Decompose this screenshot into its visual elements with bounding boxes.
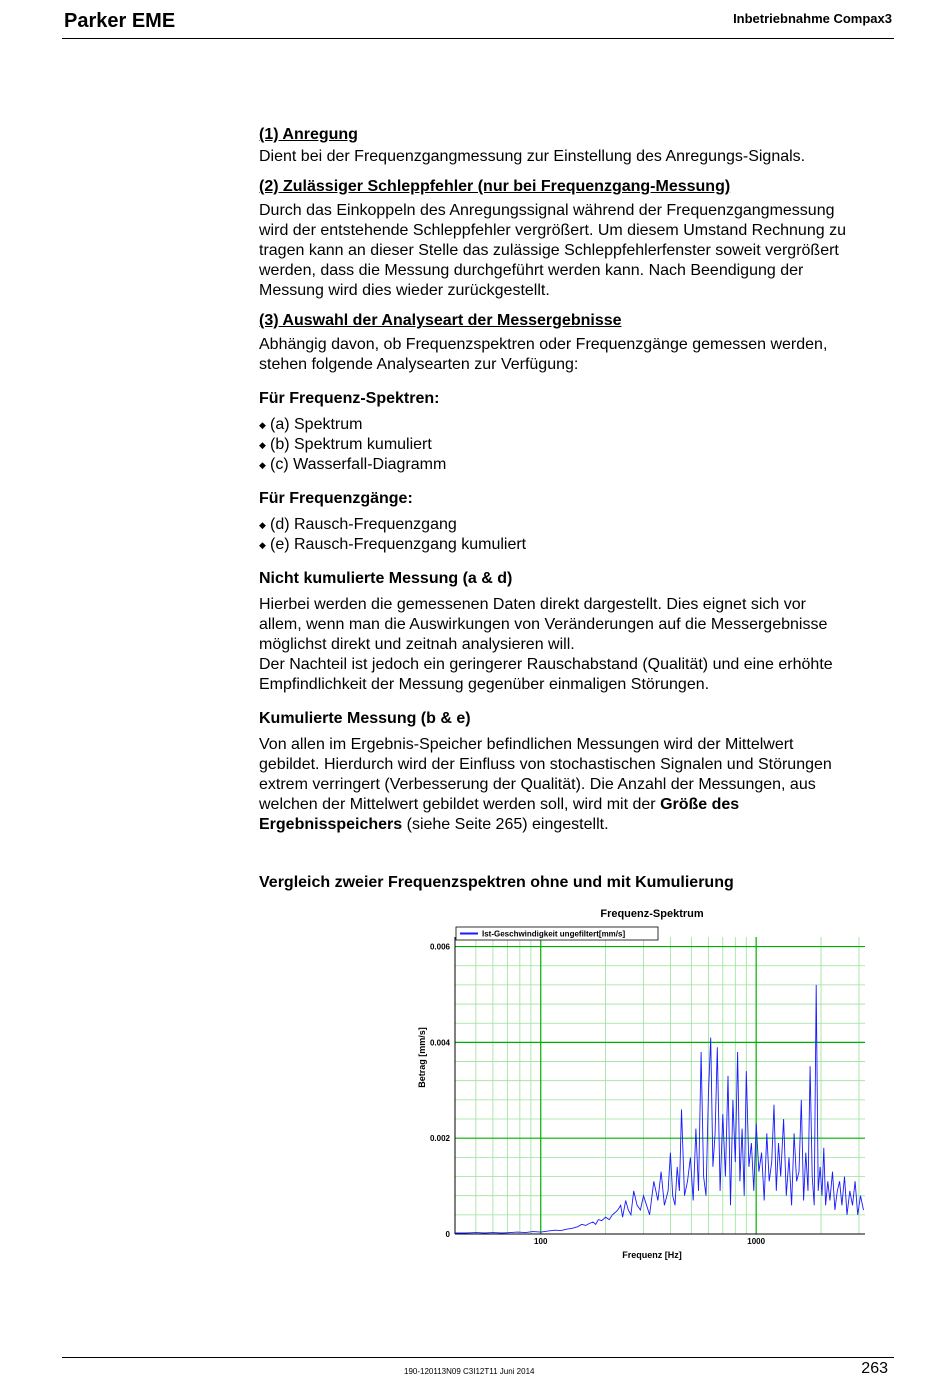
y-tick-label: 0.006 (429, 942, 450, 952)
noncumulative-line: Hierbei werden die gemessenen Daten direkt dargestellt. Dies eignet sich vor (259, 596, 806, 613)
frequency-spectrum-chart (408, 900, 886, 1272)
x-tick-label: 1000 (747, 1237, 766, 1246)
footer-doc-id: 190-120113N09 C3I12T11 Juni 2014 (404, 1367, 535, 1376)
y-tick-label: 0.002 (429, 1134, 450, 1144)
y-tick-label: 0 (445, 1230, 450, 1239)
header-divider (62, 38, 894, 39)
noncumulative-heading: Nicht kumulierte Messung (a & d) (259, 570, 513, 587)
x-axis-label: Frequenz [Hz] (622, 1250, 682, 1260)
list-item: ◆ (c) Wasserfall-Diagramm (259, 456, 447, 473)
section-2-heading: (2) Zulässiger Schleppfehler (nur bei Frequenzgang-Messung) (259, 178, 731, 195)
section-2-line: wird der entstehende Schleppfehler vergrößert. Um diesem Umstand Rechnung zu (259, 222, 846, 239)
diamond-bullet-icon: ◆ (259, 540, 266, 550)
cumulative-line: welchen der Mittelwert gebildet werden soll, wird mit der Größe des (259, 796, 740, 813)
document-title: Inbetriebnahme Compax3 (733, 11, 892, 26)
chart-title: Frequenz-Spektrum (600, 908, 704, 920)
diamond-bullet-icon: ◆ (259, 420, 266, 430)
list-item: ◆ (e) Rausch-Frequenzgang kumuliert (259, 536, 527, 553)
x-tick-label: 100 (534, 1237, 548, 1246)
chart-caption: Vergleich zweier Frequenzspektren ohne und mit Kumulierung (259, 874, 734, 891)
diamond-bullet-icon: ◆ (259, 460, 266, 470)
list-item: ◆ (a) Spektrum (259, 416, 363, 433)
main-content (259, 125, 899, 893)
footer-divider (62, 1357, 894, 1358)
response-heading: Für Frequenzgänge: (259, 490, 413, 507)
section-2-line: Durch das Einkoppeln des Anregungssignal während der Frequenzgangmessung (259, 202, 835, 219)
y-tick-label: 0.004 (429, 1038, 450, 1048)
section-1-heading: (1) Anregung (259, 126, 358, 143)
noncumulative-line: möglichst direkt und zeitnah analysieren will. (259, 636, 575, 653)
cumulative-line: Von allen im Ergebnis-Speicher befindlichen Messungen wird der Mittelwert (259, 736, 794, 753)
section-2-line: werden, dass die Messung durchgeführt werden kann. Nach Beendigung der (259, 262, 804, 279)
section-3-line: stehen folgende Analysearten zur Verfügung: (259, 356, 579, 373)
response-list (259, 515, 899, 555)
cumulative-line: extrem verringert (Verbesserung der Qualität). Die Anzahl der Messungen, aus (259, 776, 816, 793)
noncumulative-line: Empfindlichkeit der Messung gegenüber einmaligen Störungen. (259, 676, 710, 693)
section-2-line: tragen kann an dieser Stelle das zulässige Schleppfehlerfenster soweit vergrößert (259, 242, 839, 259)
section-3-line: Abhängig davon, ob Frequenzspektren oder Frequenzgänge gemessen werden, (259, 336, 828, 353)
spectra-list (259, 415, 899, 475)
spectra-heading: Für Frequenz-Spektren: (259, 390, 440, 407)
section-1-text: Dient bei der Frequenzgangmessung zur Einstellung des Anregungs-Signals. (259, 148, 806, 165)
cumulative-line: gebildet. Hierdurch wird der Einfluss von stochastischen Signalen und Störungen (259, 756, 832, 773)
page-number: 263 (861, 1360, 888, 1377)
diamond-bullet-icon: ◆ (259, 520, 266, 530)
buffer-size-term: Ergebnisspeichers (259, 816, 403, 833)
noncumulative-line: allem, wenn man die Auswirkungen von Veränderungen auf die Messergebnisse (259, 616, 828, 633)
buffer-size-term: Größe des (660, 796, 740, 813)
section-2-line: Messung wird dies wieder zurückgestellt. (259, 282, 550, 299)
section-3-heading: (3) Auswahl der Analyseart der Messergebnisse (259, 312, 622, 329)
cumulative-heading: Kumulierte Messung (b & e) (259, 710, 471, 727)
company-name: Parker EME (64, 10, 176, 32)
diamond-bullet-icon: ◆ (259, 440, 266, 450)
legend-label: Ist-Geschwindigkeit ungefiltert[mm/s] (482, 929, 626, 939)
y-axis-label: Betrag [mm/s] (417, 1027, 427, 1088)
list-item: ◆ (d) Rausch-Frequenzgang (259, 516, 457, 533)
noncumulative-line: Der Nachteil ist jedoch ein geringerer Rauschabstand (Qualität) und eine erhöhte (259, 656, 833, 673)
cumulative-line: Ergebnisspeichers (siehe Seite 265) eingestellt. (259, 816, 609, 833)
list-item: ◆ (b) Spektrum kumuliert (259, 436, 432, 453)
chart-svg (408, 900, 886, 1272)
